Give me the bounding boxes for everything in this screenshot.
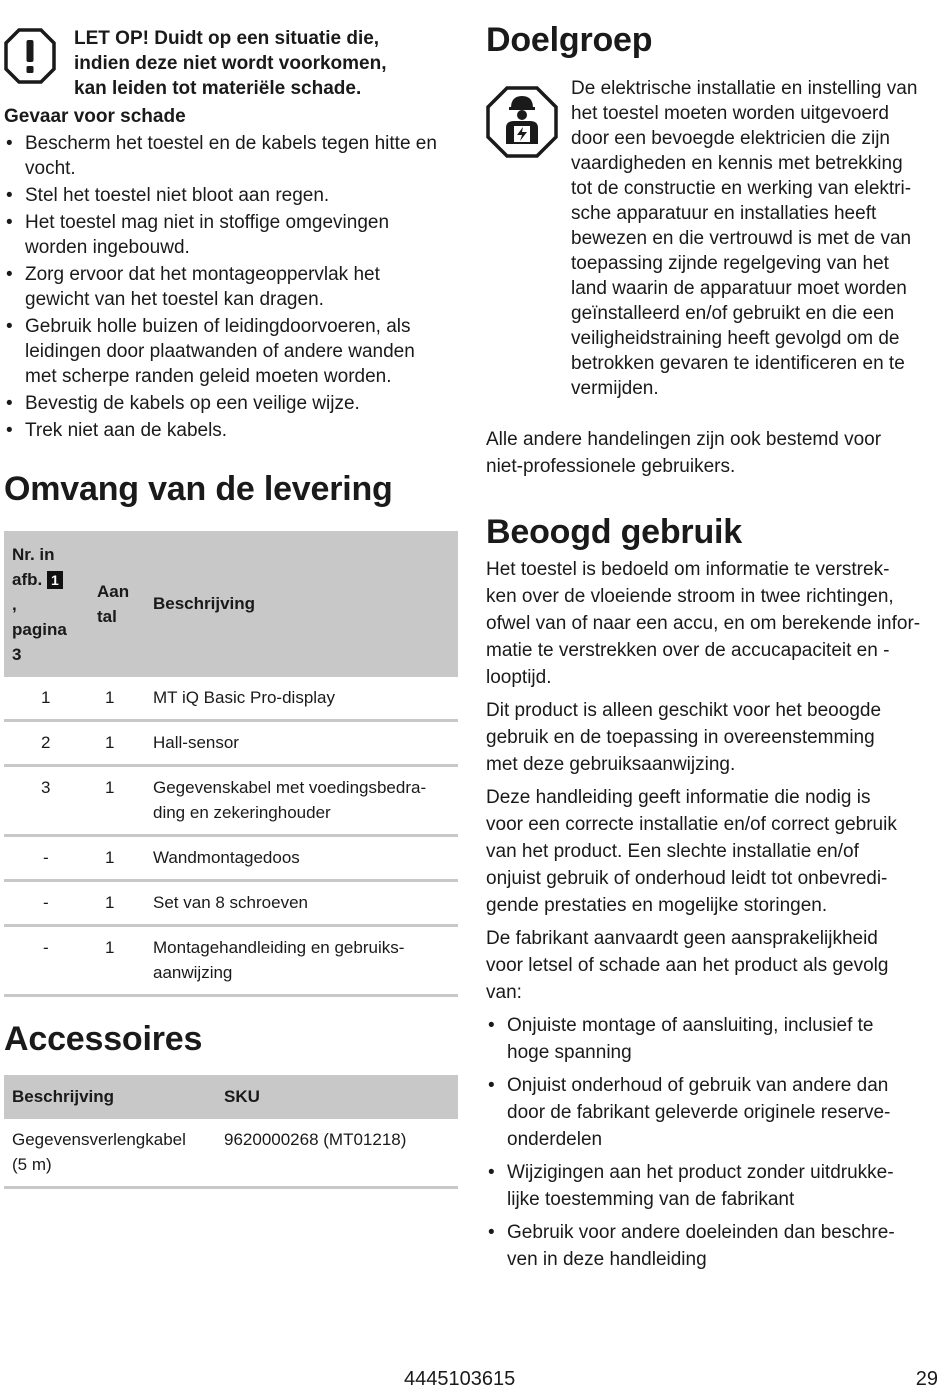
warning-title: LET OP! Duidt op een situatie die, indien deze niet wordt voorkomen, kan leiden tot materiële schade. bbox=[74, 28, 387, 99]
table-row: 1 1 MT iQ Basic Pro-display bbox=[4, 677, 458, 721]
table-row: Gegevensverlengkabel (5 m) 9620000268 (MT01218) bbox=[4, 1119, 458, 1188]
list-item: • Gebruik holle buizen of leidingdoorvoeren, als leidingen door plaatwanden of andere wanden met scherpe randen geleid moeten worden. bbox=[4, 314, 458, 389]
intended-bullets bbox=[486, 1012, 942, 1273]
list-item: • Het toestel mag niet in stoffige omgevingen worden ingebouwd. bbox=[4, 210, 458, 260]
target-other-text: Alle andere handelingen zijn ook bestemd voor niet-professionele gebruikers. bbox=[486, 429, 882, 477]
table-row: - 1 Wandmontagedoos bbox=[4, 836, 458, 881]
accessories-table bbox=[4, 1075, 458, 1189]
intended-paragraph: Het toestel is bedoeld om informatie te verstrek- ken over de vloeiende stroom in twee richtingen, ofwel van of naar een accu, en om berekende infor- matie te verstrekken over de accucapaciteit en - looptijd. bbox=[486, 559, 921, 688]
table-row: - 1 Montagehandleiding en gebruiks- aanwijzing bbox=[4, 926, 458, 996]
intended-paragraph: Dit product is alleen geschikt voor het beoogde gebruik en de toepassing in overeenstemming met deze gebruiksaanwijzing. bbox=[486, 700, 882, 775]
col-nr-header: Nr. in afb. 1 , pagina 3 bbox=[4, 531, 89, 677]
col-desc-header: Beschrijving bbox=[4, 1075, 216, 1119]
intended-paragraph: De fabrikant aanvaardt geen aansprakelijkheid voor letsel of schade aan het product als gevolg van: bbox=[486, 928, 889, 1003]
list-item: • Onjuist onderhoud of gebruik van andere dan door de fabrikant geleverde originele reserve- onderdelen bbox=[486, 1072, 942, 1153]
warning-octagon-icon bbox=[4, 28, 56, 84]
target-text: De elektrische installatie en instelling van het toestel moeten worden uitgevoerd door een bevoegde elektricien die zijn vaardigheden en kennis met betrekking tot de constructie en werking van elektri- sche apparatuur en installaties heeft bewezen en die vertrouwd is met de van toepassing zijnde regelgeving van het land waarin de apparatuur moet worden geïnstalleerd en/of gebruikt en die een veiligheidstraining heeft gevolgd om de betrokken gevaren te identificeren en te vermijden. bbox=[571, 78, 918, 399]
col-qty-header: Aan tal bbox=[89, 531, 145, 677]
scope-table bbox=[4, 531, 458, 997]
scope-heading: Omvang van de levering bbox=[4, 470, 393, 508]
table-row: 2 1 Hall-sensor bbox=[4, 721, 458, 766]
table-header-row bbox=[4, 531, 458, 677]
table-row: 3 1 Gegevenskabel met voedingsbedra- ding en zekeringhouder bbox=[4, 766, 458, 836]
warning-subheading: Gevaar voor schade bbox=[4, 106, 186, 127]
intended-heading: Beoogd gebruik bbox=[486, 513, 742, 551]
target-block bbox=[486, 76, 942, 406]
list-item: • Bescherm het toestel en de kabels tegen hitte en vocht. bbox=[4, 131, 458, 181]
intended-paragraph: Deze handleiding geeft informatie die nodig is voor een correcte installatie en/of correct gebruik van het product. Een slechte installatie en/of onjuist gebruik of onderhoud leidt tot onbevredi- gende prestaties en mogelijke storingen. bbox=[486, 787, 897, 916]
list-item: • Gebruik voor andere doeleinden dan beschre- ven in deze handleiding bbox=[486, 1219, 942, 1273]
right-column bbox=[486, 0, 942, 1279]
list-item: • Zorg ervoor dat het montageoppervlak het gewicht van het toestel kan dragen. bbox=[4, 262, 458, 312]
electrician-icon bbox=[486, 86, 558, 158]
col-desc-header: Beschrijving bbox=[145, 531, 458, 677]
left-column bbox=[4, 0, 458, 1189]
col-sku-header: SKU bbox=[216, 1075, 458, 1119]
list-item: • Onjuiste montage of aansluiting, inclusief te hoge spanning bbox=[486, 1012, 942, 1066]
warning-block bbox=[4, 26, 458, 101]
warning-bullets bbox=[4, 131, 458, 443]
target-heading: Doelgroep bbox=[486, 21, 653, 59]
table-row: - 1 Set van 8 schroeven bbox=[4, 881, 458, 926]
accessories-heading: Accessoires bbox=[4, 1020, 203, 1058]
list-item: • Wijzigingen aan het product zonder uitdrukke- lijke toestemming van de fabrikant bbox=[486, 1159, 942, 1213]
figure-number-badge: 1 bbox=[47, 571, 63, 589]
list-item: • Bevestig de kabels op een veilige wijze. bbox=[4, 391, 458, 416]
list-item: • Trek niet aan de kabels. bbox=[4, 418, 458, 443]
document-number: 4445103615 bbox=[404, 1368, 516, 1390]
table-header-row bbox=[4, 1075, 458, 1119]
list-item: • Stel het toestel niet bloot aan regen. bbox=[4, 183, 458, 208]
page-number: 29 bbox=[915, 1368, 938, 1390]
